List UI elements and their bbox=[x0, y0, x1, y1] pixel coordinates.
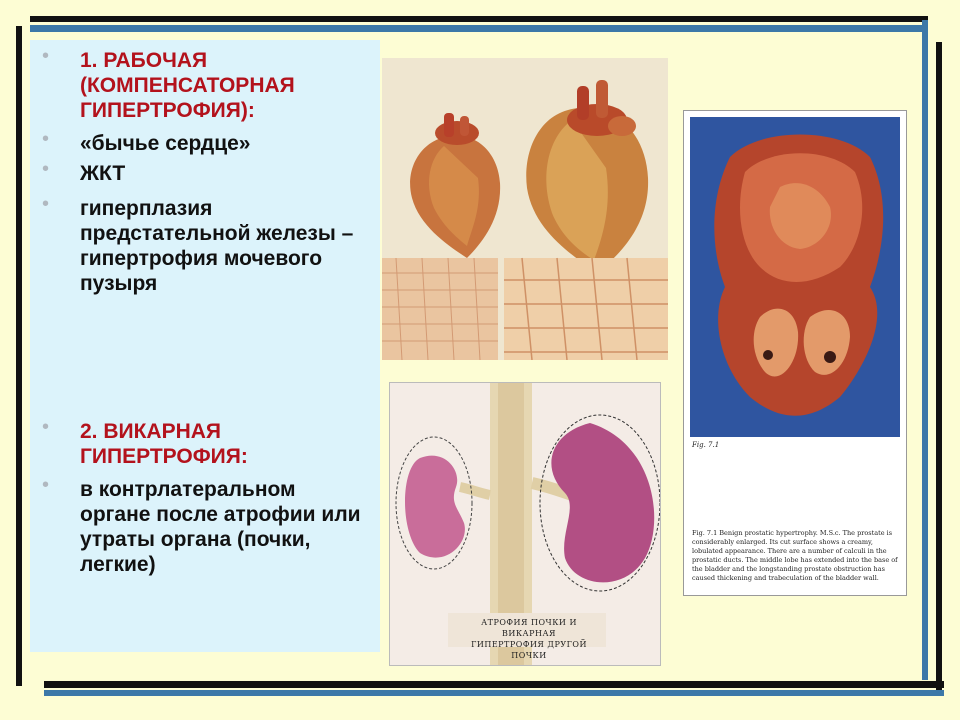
frame-top-blue-bar bbox=[30, 25, 928, 32]
bullet-text: ЖКТ bbox=[80, 162, 126, 185]
histology-normal-image bbox=[382, 258, 498, 360]
prostate-figure bbox=[683, 110, 907, 596]
bullet-icon: • bbox=[42, 158, 50, 180]
kidney-caption: АТРОФИЯ ПОЧКИ И ВИКАРНАЯ ГИПЕРТРОФИЯ ДРУГОЙ ПОЧКИ bbox=[471, 618, 587, 660]
bullet-text: 2. ВИКАРНАЯ ГИПЕРТРОФИЯ: bbox=[80, 420, 248, 468]
bullet-icon: • bbox=[42, 474, 50, 496]
frame-bottom-black-bar bbox=[44, 681, 944, 688]
bullet-text: «бычье сердце» bbox=[80, 132, 251, 155]
prostate-caption: Fig. 7.1 Benign prostatic hypertrophy. M.S.c. The prostate is considerably enlarged. Its cut surface shows a creamy, lobulated appearance. There are a number of calculi in the prostatic ducts. The middle lobe has extended into the base of the bladder and the longstanding prostate obstruction has caused thickening and trabeculation of the bladder wall. bbox=[692, 529, 898, 582]
frame-left-black-bar bbox=[16, 26, 22, 686]
text-panel bbox=[30, 40, 380, 652]
frame-bottom-blue-bar bbox=[44, 690, 944, 696]
frame-top-black-bar bbox=[30, 16, 928, 22]
bullet-icon: • bbox=[42, 45, 50, 67]
hearts-illustration bbox=[382, 58, 668, 360]
bullet-icon: • bbox=[42, 416, 50, 438]
bullet-text: гиперплазия предстательной железы – гипертрофия мочевого пузыря bbox=[80, 197, 354, 295]
bullet-text: 1. РАБОЧАЯ (КОМПЕНСАТОРНАЯ ГИПЕРТРОФИЯ): bbox=[80, 49, 295, 122]
bullet-text: в контрлатеральном органе после атрофии или утраты органа (почки, легкие) bbox=[80, 478, 361, 576]
histology-hypertrophy-image bbox=[504, 258, 668, 360]
bullet-icon: • bbox=[42, 193, 50, 215]
bullet-icon: • bbox=[42, 128, 50, 150]
frame-right-black-bar bbox=[936, 42, 942, 692]
kidneys-illustration bbox=[389, 382, 661, 666]
frame-right-blue-bar bbox=[922, 20, 928, 680]
prostate-fig-label: Fig. 7.1 bbox=[692, 441, 720, 449]
